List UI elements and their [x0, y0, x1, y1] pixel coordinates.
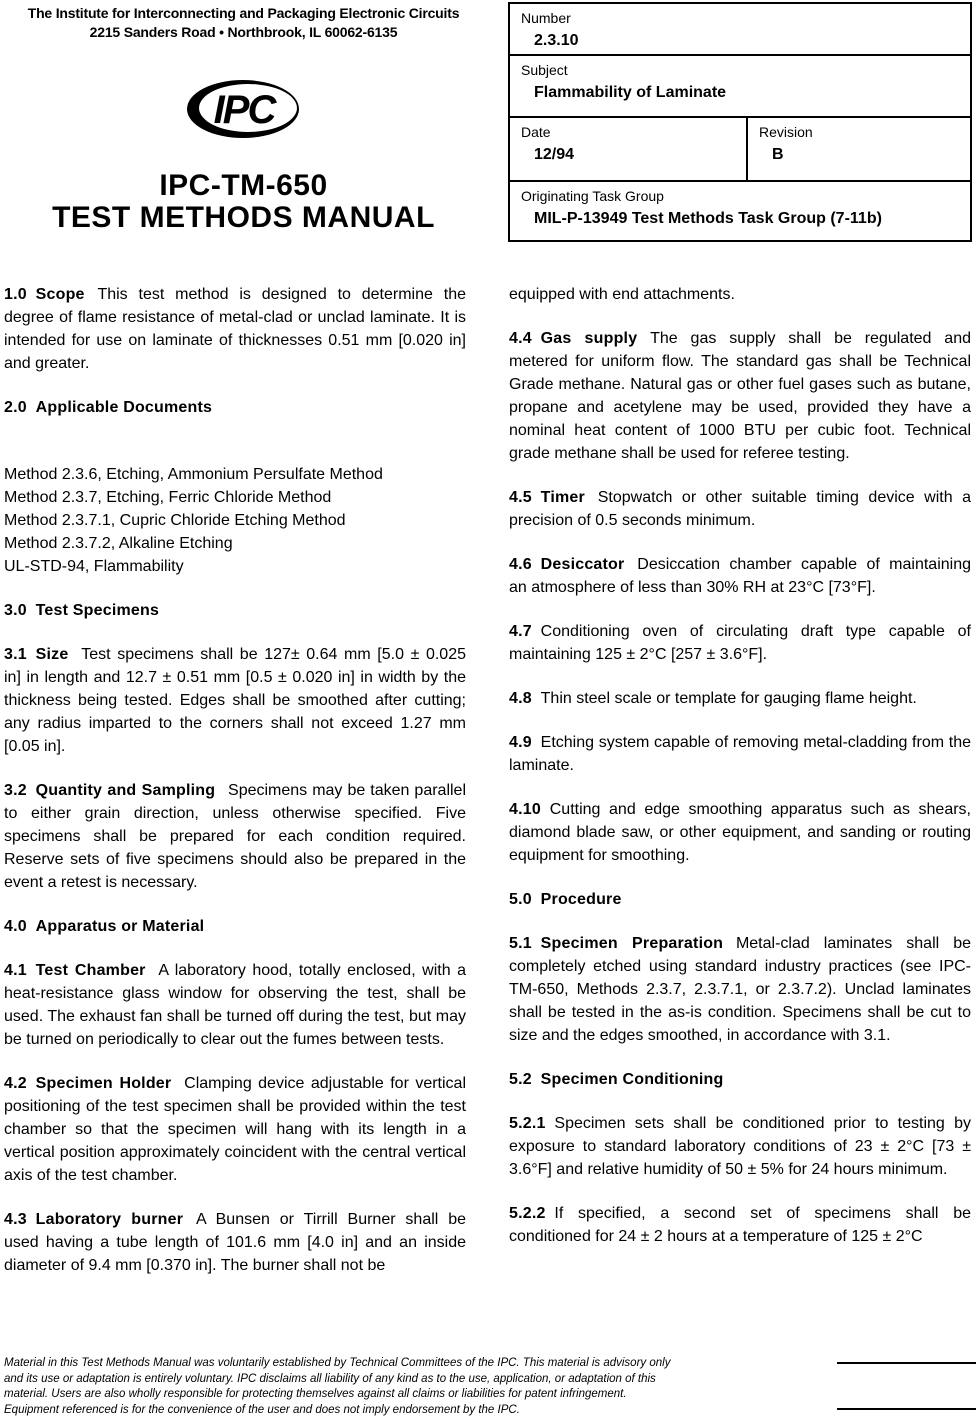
section-number: 4.4: [509, 330, 532, 347]
section-4-3-continuation: [509, 283, 971, 306]
section-3-0-heading: [4, 599, 466, 622]
section-number: 4.7: [509, 623, 532, 640]
number-value: 2.3.10: [534, 32, 579, 49]
section-number: 4.1: [4, 962, 27, 979]
right-column: [509, 283, 971, 1298]
section-number: 5.0: [509, 891, 532, 908]
task-group-label: Originating Task Group: [521, 188, 664, 204]
section-text: The gas supply shall be regulated and metered for uniform flow. The standard gas shall be Technical Grade methane. Natural gas or other fuel gases such as butane, propane and acetylene may be used, provided they have a nominal heat content of 1000 BTU per cubic foot. Technical grade methane shall be used for referee testing.: [509, 330, 972, 462]
section-number: 5.2.1: [509, 1115, 546, 1132]
manual-title: [0, 170, 487, 234]
date-label: Date: [521, 124, 551, 140]
revision-label: Revision: [759, 124, 813, 140]
section-5-1-specimen-preparation: [509, 932, 971, 1047]
footer-rule-top: [837, 1362, 976, 1364]
document-list-item: UL-STD-94, Flammability: [4, 558, 184, 575]
task-group-value: MIL-P-13949 Test Methods Task Group (7-11b): [534, 210, 882, 227]
left-column: [4, 283, 466, 1298]
section-text: Etching system capable of removing metal-cladding from the laminate.: [509, 734, 971, 774]
footer-rule-bottom: [837, 1408, 976, 1410]
section-number: 4.0: [4, 918, 27, 935]
ipc-logo-icon: [185, 78, 303, 140]
info-row-task-group: [510, 182, 970, 240]
section-title: Timer: [540, 489, 585, 506]
section-4-6-desiccator: [509, 553, 971, 599]
section-5-2-1-conditioning-standard: [509, 1112, 971, 1181]
section-title: Specimen Holder: [35, 1075, 172, 1092]
date-value: 12/94: [534, 146, 575, 163]
date-cell: [510, 118, 748, 180]
section-5-2-2-conditioning-elevated: [509, 1202, 971, 1248]
section-number: 4.10: [509, 801, 541, 818]
section-4-3-laboratory-burner: [4, 1208, 466, 1277]
section-4-2-specimen-holder: [4, 1072, 466, 1187]
section-number: 3.0: [4, 602, 27, 619]
section-number: 3.2: [4, 782, 27, 799]
manual-title-line2: TEST METHODS MANUAL: [52, 201, 435, 234]
section-number: 4.9: [509, 734, 532, 751]
header-info-table: [508, 2, 972, 242]
section-number: 5.1: [509, 935, 532, 952]
section-title: Test Specimens: [35, 602, 160, 619]
body-columns: [4, 283, 972, 1298]
section-text: equipped with end attachments.: [509, 286, 735, 303]
section-5-2-heading: [509, 1068, 971, 1091]
section-4-0-heading: [4, 915, 466, 938]
section-number: 3.1: [4, 646, 27, 663]
section-4-9-etching-system: [509, 731, 971, 777]
section-title: Gas supply: [540, 330, 638, 347]
section-text: Specimen sets shall be conditioned prior to testing by exposure to standard laboratory conditions of 23 ± 2°C [73 ± 3.6°F] and relative humidity of 50 ± 5% for 24 hours minimum.: [509, 1115, 971, 1178]
manual-title-line1: IPC-TM-650: [159, 169, 328, 202]
section-text: A Bunsen or Tirrill Burner shall be used having a tube length of 101.6 mm [4.0 in] and an inside diameter of 9.4 mm [0.370 in]. The burner shall not be: [4, 1211, 466, 1274]
section-4-1-test-chamber: [4, 959, 466, 1051]
section-1-0-scope: [4, 283, 466, 375]
applicable-documents-list: [4, 463, 466, 578]
section-title: Applicable Documents: [35, 399, 213, 416]
section-title: Procedure: [540, 891, 622, 908]
section-title: Scope: [35, 286, 85, 303]
revision-value: B: [772, 146, 784, 163]
subject-value: Flammability of Laminate: [534, 84, 727, 101]
section-text: Conditioning oven of circulating draft type capable of maintaining 125 ± 2°C [257 ± 3.6°F].: [509, 623, 971, 663]
info-row-number: [510, 4, 970, 56]
disclaimer-line: Equipment referenced is for the convenience of the user and does not imply endorsement by the IPC.: [4, 1403, 520, 1416]
section-title: Laboratory burner: [35, 1211, 184, 1228]
section-text: This test method is designed to determine the degree of flame resistance of metal-clad or unclad laminate. It is intended for use on laminate of thicknesses 0.51 mm [0.020 in] and greater.: [4, 286, 466, 372]
section-number: 4.5: [509, 489, 532, 506]
section-text: Thin steel scale or template for gauging flame height.: [540, 690, 917, 707]
section-5-0-heading: [509, 888, 971, 911]
document-list-item: Method 2.3.6, Etching, Ammonium Persulfate Method: [4, 466, 383, 483]
section-title: Specimen Conditioning: [540, 1071, 724, 1088]
section-title: Quantity and Sampling: [35, 782, 216, 799]
ipc-logo-text: IPC: [213, 88, 274, 132]
section-text: Metal-clad laminates shall be completely etched using standard industry practices (see IPC-TM-650, Methods 2.3.7, 2.3.7.1, or 2.3.7.2). Unclad laminates shall be tested in the as-is condition. Specimens shall be cut to size and the edges smoothed, in accordance with 3.1.: [509, 935, 971, 1044]
section-number: 5.2.2: [509, 1205, 546, 1222]
section-number: 4.2: [4, 1075, 27, 1092]
section-text: A laboratory hood, totally enclosed, with a heat-resistance glass window for observing the test, shall be used. The exhaust fan shall be turned off during the test, but may be turned on periodically to clear out the fumes between tests.: [4, 962, 466, 1048]
section-4-5-timer: [509, 486, 971, 532]
section-text: If specified, a second set of specimens shall be conditioned for 24 ± 2 hours at a temperature of 125 ± 2°C: [509, 1205, 971, 1245]
section-text: Stopwatch or other suitable timing device with a precision of 0.5 seconds minimum.: [509, 489, 971, 529]
section-title: Apparatus or Material: [35, 918, 205, 935]
section-number: 4.6: [509, 556, 532, 573]
section-4-8-steel-scale: [509, 687, 971, 710]
number-label: Number: [521, 10, 571, 26]
section-number: 4.3: [4, 1211, 27, 1228]
document-list-item: Method 2.3.7.1, Cupric Chloride Etching Method: [4, 512, 346, 529]
document-list-item: Method 2.3.7.2, Alkaline Etching: [4, 535, 233, 552]
masthead: [0, 4, 487, 234]
section-number: 1.0: [4, 286, 27, 303]
section-number: 5.2: [509, 1071, 532, 1088]
section-text: Test specimens shall be 127± 0.64 mm [5.0 ± 0.025 in] in length and 12.7 ± 0.51 mm [0.5 ± 0.020 in] in width by the thickness being tested. Edges shall be smoothed after cutting; any radius imparted to the corners shall not exceed 1.27 mm [0.05 in].: [4, 646, 466, 755]
section-4-10-cutting-apparatus: [509, 798, 971, 867]
organization-name: The Institute for Interconnecting and Packaging Electronic Circuits: [27, 5, 460, 21]
subject-label: Subject: [521, 62, 568, 78]
footer-disclaimer: [4, 1356, 824, 1417]
disclaimer-line: material. Users are also wholly responsible for protecting themselves against all claims or liabilities for patent infringement.: [4, 1388, 627, 1400]
section-text: Specimens may be taken parallel to either grain direction, unless otherwise specified. Five specimens shall be prepared for each condition required. Reserve sets of five specimens should also be prepared in the event a retest is necessary.: [4, 782, 467, 891]
section-4-4-gas-supply: [509, 327, 971, 465]
disclaimer-line: Material in this Test Methods Manual was voluntarily established by Technical Committees of the IPC. This material is advisory only: [4, 1357, 671, 1369]
section-text: Desiccation chamber capable of maintaining an atmosphere of less than 30% RH at 23°C [73°F].: [509, 556, 971, 596]
section-number: 4.8: [509, 690, 532, 707]
document-list-item: Method 2.3.7, Etching, Ferric Chloride Method: [4, 489, 332, 506]
section-3-2-quantity-and-sampling: [4, 779, 466, 894]
section-number: 2.0: [4, 399, 27, 416]
section-2-0-heading: [4, 396, 466, 419]
ipc-logo: [0, 78, 487, 140]
info-row-subject: [510, 56, 970, 118]
section-text: Clamping device adjustable for vertical positioning of the test specimen shall be provided within the test chamber so that the specimen will hang with its length in a vertical position approximately coincident with the central vertical axis of the test chamber.: [4, 1075, 467, 1184]
section-title: Size: [35, 646, 69, 663]
section-3-1-size: [4, 643, 466, 758]
disclaimer-line: and its use or adaptation is entirely voluntary. IPC disclaims all liability of any kind as to the use, application, or adaptation of this: [4, 1372, 656, 1385]
section-title: Desiccator: [540, 556, 625, 573]
info-row-date-revision: [510, 118, 970, 182]
organization-address: 2215 Sanders Road • Northbrook, IL 60062-6135: [89, 24, 398, 40]
section-title: Specimen Preparation: [540, 935, 724, 952]
section-4-7-conditioning-oven: [509, 620, 971, 666]
revision-cell: [748, 118, 970, 180]
section-title: Test Chamber: [35, 962, 146, 979]
section-text: Cutting and edge smoothing apparatus such as shears, diamond blade saw, or other equipment, and sanding or routing equipment for smoothing.: [509, 801, 971, 864]
